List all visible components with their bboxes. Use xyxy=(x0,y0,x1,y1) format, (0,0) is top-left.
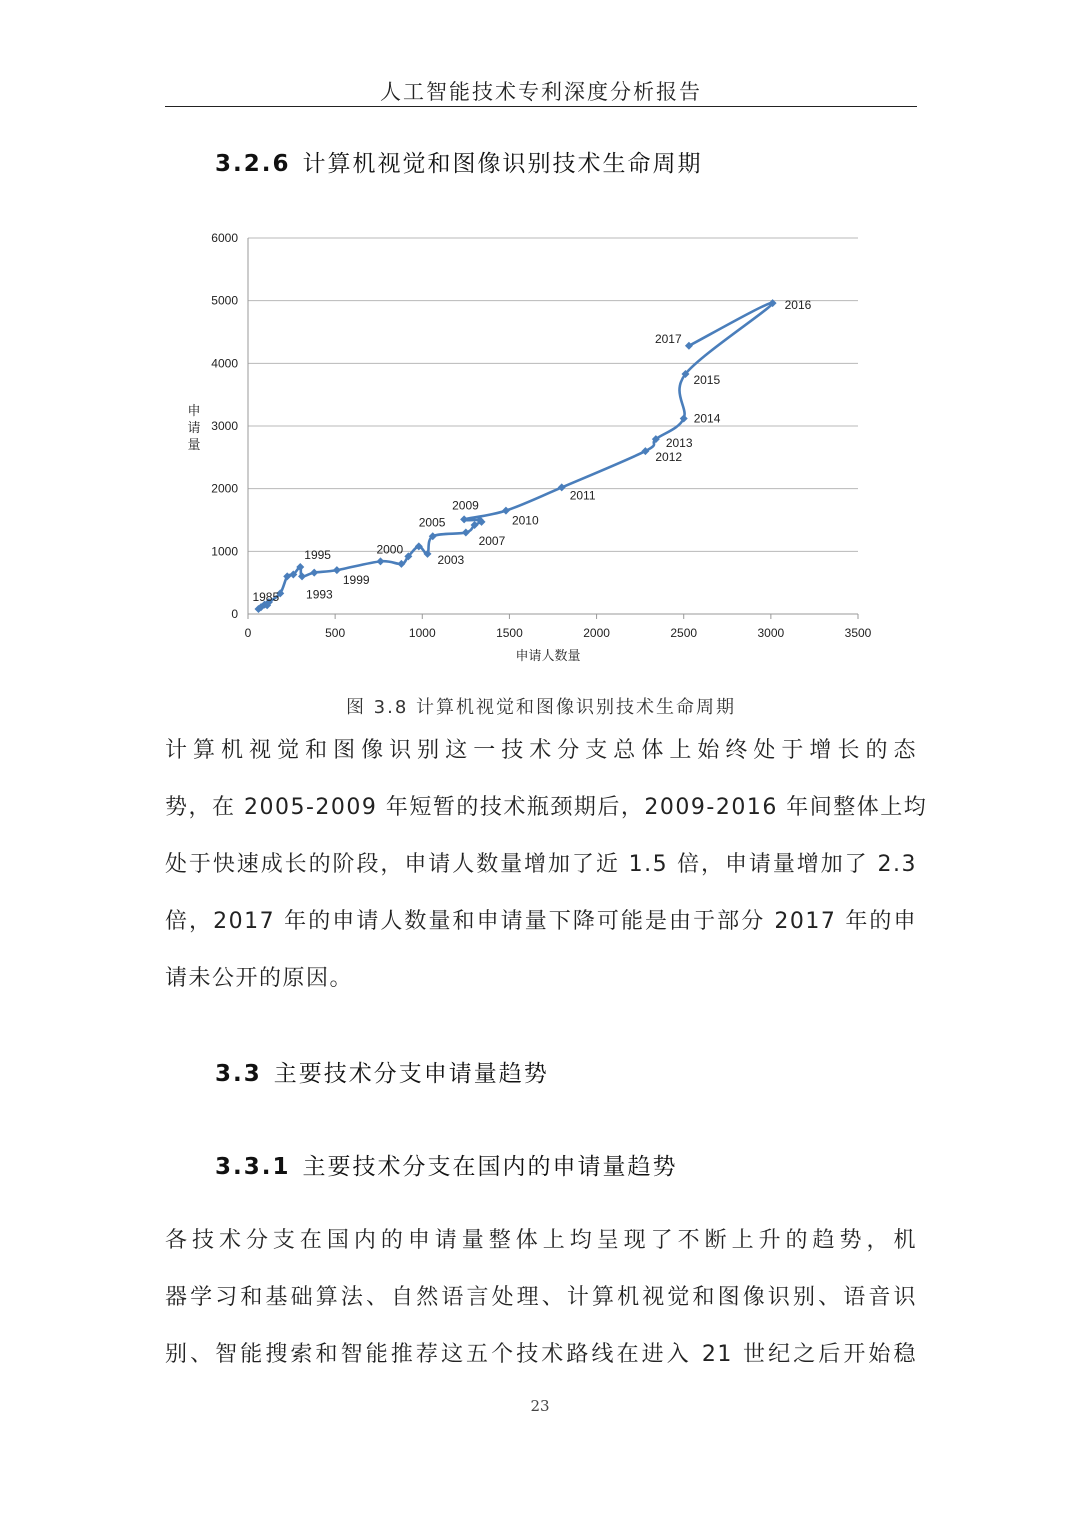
data-point-marker xyxy=(376,557,384,565)
data-label: 2016 xyxy=(784,298,812,313)
x-tick-label: 2000 xyxy=(583,626,610,640)
data-label: 2013 xyxy=(665,436,693,451)
y-tick-label: 0 xyxy=(231,607,238,621)
lifecycle-chart xyxy=(180,225,880,670)
data-label: 2015 xyxy=(693,372,721,387)
data-label: 1993 xyxy=(306,587,333,602)
x-tick-label: 3500 xyxy=(844,626,872,640)
data-point-marker xyxy=(502,507,510,515)
running-header: 人工智能技术专利深度分析报告 xyxy=(380,80,702,104)
y-axis-label: 量 xyxy=(187,437,201,452)
x-tick-label: 3000 xyxy=(757,626,785,640)
y-tick-label: 1000 xyxy=(211,544,238,559)
y-tick-label: 2000 xyxy=(211,481,238,496)
section-heading-3-3-1 xyxy=(215,1148,678,1181)
data-point-marker xyxy=(298,572,306,580)
y-axis-label: 请 xyxy=(187,420,201,435)
x-tick-label: 1500 xyxy=(496,626,523,640)
paragraph-line: 请未公开的原因。 xyxy=(165,966,354,991)
header-rule xyxy=(165,106,917,107)
paragraph-line: 各技术分支在国内的申请量整体上均呈现了不断上升的趋势，机 xyxy=(165,1228,917,1253)
section-number: 3.3.1 xyxy=(215,1154,291,1180)
data-point-marker xyxy=(460,515,468,523)
x-tick-label: 1000 xyxy=(408,626,436,640)
data-label: 2000 xyxy=(376,542,404,557)
paragraph-2 xyxy=(165,1212,917,1383)
x-tick-label: 2500 xyxy=(670,626,698,640)
data-point-marker xyxy=(558,483,566,491)
data-label: 1995 xyxy=(304,548,331,562)
chart-svg xyxy=(180,225,880,670)
y-axis-label: 申 xyxy=(187,403,201,418)
data-label: 1985 xyxy=(252,589,280,604)
data-label: 2010 xyxy=(511,513,539,528)
data-point-marker xyxy=(333,566,341,574)
data-label: 2003 xyxy=(437,552,465,567)
paragraph-line: 别、智能搜索和智能推荐这五个技术路线在进入 21 世纪之后开始稳 xyxy=(165,1342,917,1367)
data-label: 2005 xyxy=(418,515,446,530)
figure-caption: 图 3.8 计算机视觉和图像识别技术生命周期 xyxy=(345,697,737,718)
y-tick-label: 6000 xyxy=(211,231,238,245)
data-label: 2012 xyxy=(655,450,683,465)
paragraph-line: 处于快速成长的阶段，申请人数量增加了近 1.5 倍，申请量增加了 2.3 xyxy=(165,852,917,877)
section-number: 3.2.6 xyxy=(215,151,291,177)
data-label: 2009 xyxy=(452,498,479,513)
paragraph-1 xyxy=(165,722,928,1007)
data-label: 2014 xyxy=(693,411,721,426)
x-tick-label: 0 xyxy=(244,626,252,640)
paragraph-line: 计算机视觉和图像识别这一技术分支总体上始终处于增长的态 xyxy=(165,738,917,763)
section-number: 3.3 xyxy=(215,1061,262,1087)
section-heading-3-2-6 xyxy=(215,145,703,178)
section-title: 计算机视觉和图像识别技术生命周期 xyxy=(302,151,703,177)
data-label: 1999 xyxy=(342,573,370,588)
page-number: 23 xyxy=(530,1397,550,1415)
y-tick-label: 5000 xyxy=(211,293,238,308)
data-label: 2007 xyxy=(478,534,506,549)
data-label: 2011 xyxy=(569,488,596,503)
data-point-marker xyxy=(310,569,318,577)
x-tick-label: 500 xyxy=(325,626,346,640)
y-tick-label: 4000 xyxy=(211,356,238,371)
y-tick-label: 3000 xyxy=(211,419,238,433)
data-point-marker xyxy=(462,529,470,537)
paragraph-line: 倍，2017 年的申请人数量和申请量下降可能是由于部分 2017 年的申 xyxy=(165,909,917,934)
section-title: 主要技术分支在国内的申请量趋势 xyxy=(302,1154,678,1180)
series-line xyxy=(258,303,772,609)
x-axis-label: 申请人数量 xyxy=(515,648,581,663)
section-heading-3-3 xyxy=(215,1055,549,1088)
data-label: 2017 xyxy=(654,331,682,346)
paragraph-line: 器学习和基础算法、自然语言处理、计算机视觉和图像识别、语音识 xyxy=(165,1285,917,1310)
paragraph-line: 势，在 2005-2009 年短暂的技术瓶颈期后，2009-2016 年间整体上均 xyxy=(165,795,928,820)
section-title: 主要技术分支申请量趋势 xyxy=(273,1061,549,1087)
